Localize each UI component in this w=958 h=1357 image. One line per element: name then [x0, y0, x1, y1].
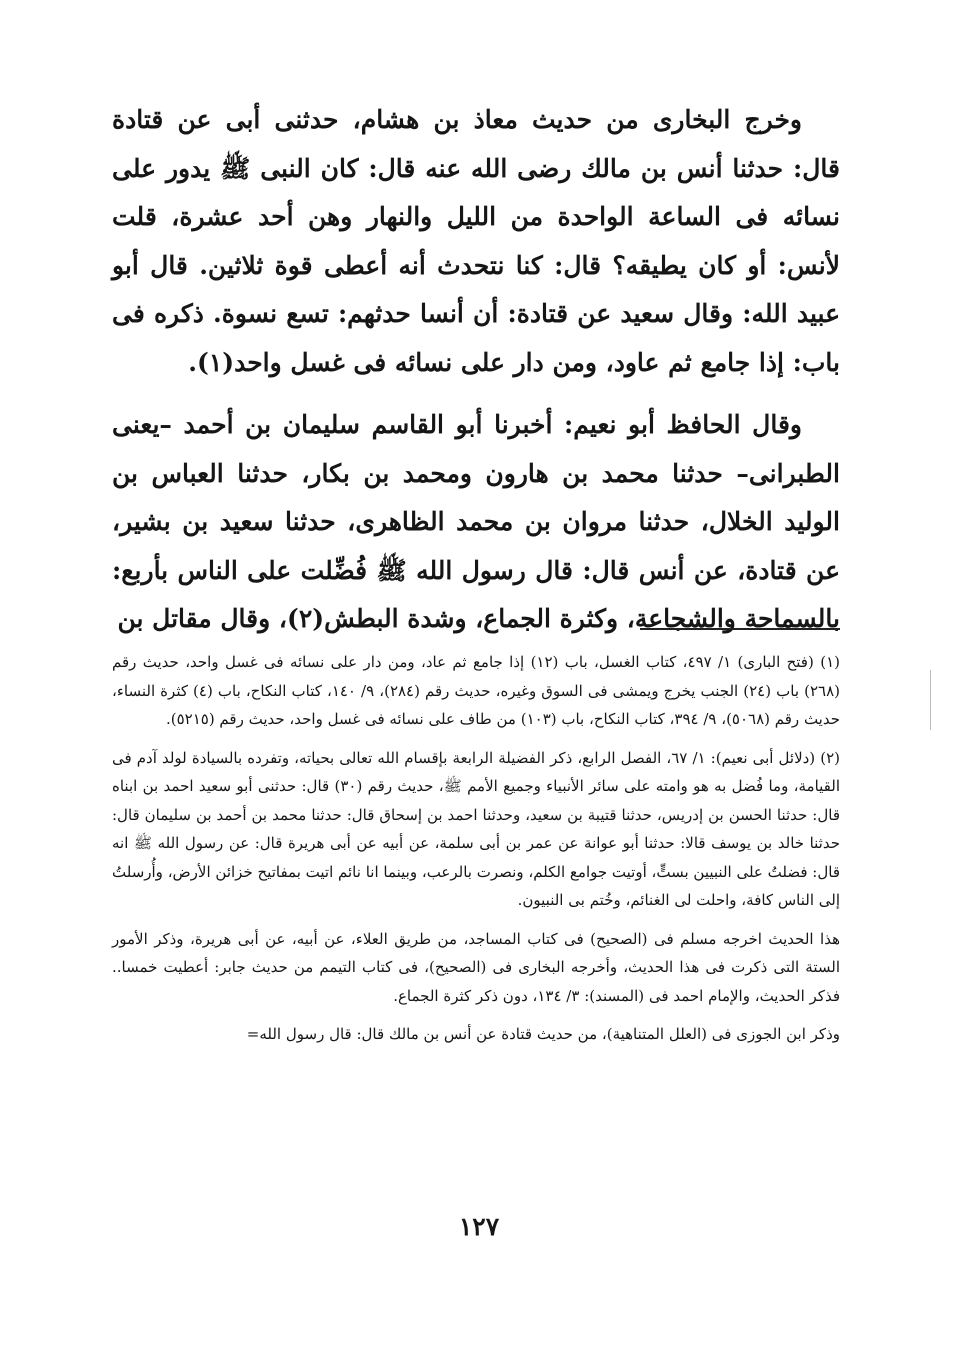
page-number: ١٢٧: [458, 1212, 500, 1241]
footnote-2-continuation: هذا الحديث اخرجه مسلم فى (الصحيح) فى كتاب المساجد، من طريق العلاء، عن أبيه، عن أبى هريرة، وذكر الأمور الستة التى ذكرت فى هذا الحديث، وأخرجه البخارى فى (الصحيح)، فى كتاب التيمم من حديث جابر: أعطيت خمسا.. فذكر الحديث، والإمام احمد فى (المسند): ٣/ ١٣٤، دون ذكر كثرة الجماع.: [112, 929, 840, 1005]
scan-margin-mark: [930, 670, 931, 730]
main-text: [112, 96, 840, 644]
footnote-2: (٢) (دلائل أبى نعيم): ١/ ٦٧، الفصل الرابع، ذكر الفضيلة الرابعة بإقسام الله تعالى بحياته، وتفرده بالسيادة لولد آدم فى القيامة، وما فُضل به هو وامته على سائر الأنبياء وجميع الأمم ﷺ، حديث رقم (٣٠) قال: حدثنى أبو سعيد احمد بن ابناه قال: حدثنا الحسن بن إدريس، حدثنا قتيبة بن سعيد، وحدثنا احمد بن إسحاق قال: حدثنا محمد بن أحمد بن سليمان قال: حدثنا خالد بن يوسف قالا: حدثنا أبو عوانة عن عمر بن أبى سلمة، عن أبيه عن أبى هريرة قال: عن رسول الله ﷺ انه قال: فضلتُ على النبيين بستٍّ، أوتيت جوامع الكلم، ونصرت بالرعب، وبينما انا نائم اتيت بمفاتيح خزائن الأرض، وأُرسلتُ إلى الناس كافة، واحلت لى الغنائم، وخُتم بى النبيون.: [112, 748, 841, 909]
footnotes: [112, 648, 840, 1049]
footnote-divider: [640, 628, 840, 630]
footnote-1: (١) (فتح البارى) ١/ ٤٩٧، كتاب الغسل، باب (١٢) إذا جامع ثم عاد، ومن دار على نسائه فى غسل واحد، حديث رقم (٢٦٨) باب (٢٤) الجنب يخرج ويمشى فى السوق وغيره، حديث رقم (٢٨٤)، ٩/ ١٤٠، كتاب النكاح، باب (٤) كثرة النساء، حديث رقم (٥٠٦٨)، ٩/ ٣٩٤، كتاب النكاح، باب (١٠٣) من طاف على نسائه فى غسل واحد، حديث رقم (٥٢١٥).: [112, 653, 840, 728]
footnote-2-continuation-2: وذكر ابن الجوزى فى (العلل المتناهية)، من حديث قتادة عن أنس بن مالك قال: قال رسول الله=: [246, 1025, 840, 1043]
main-paragraph-2: وقال الحافظ أبو نعيم: أخبرنا أبو القاسم سليمان بن أحمد –يعنى الطبرانى– حدثنا محمد بن هارون ومحمد بن بكار، حدثنا العباس بن الوليد الخلال، حدثنا مروان بن محمد الظاهرى، حدثنا سعيد بن بشير، عن قتادة، عن أنس قال: قال رسول الله ﷺ فُضِّلت على الناس بأربع: بالسماحة والشجاعة، وكثرة الجماع، وشدة البطش(٢)، وقال مقاتل بن: [112, 410, 840, 633]
main-paragraph-1: وخرج البخارى من حديث معاذ بن هشام، حدثنى أبى عن قتادة قال: حدثنا أنس بن مالك رضى الله عنه قال: كان النبى ﷺ يدور على نسائه فى الساعة الواحدة من الليل والنهار وهن أحد عشرة، قلت لأنس: أو كان يطيقه؟ قال: كنا نتحدث أنه أعطى قوة ثلاثين. قال أبو عبيد الله: وقال سعيد عن قتادة: أن أنسا حدثهم: تسع نسوة. ذكره فى باب: إذا جامع ثم عاود، ومن دار على نسائه فى غسل واحد(١).: [112, 105, 840, 377]
